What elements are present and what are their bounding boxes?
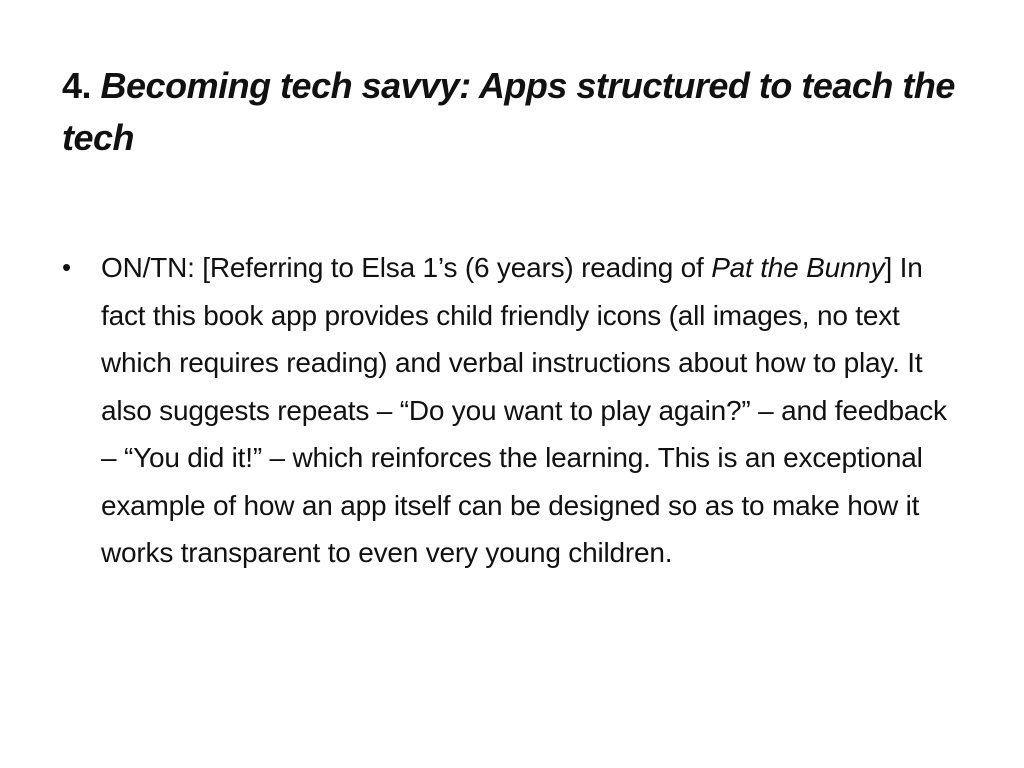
slide-title (62, 60, 962, 164)
list-item (62, 244, 962, 577)
title-number: 4. (62, 65, 101, 106)
bullet-text-part2: ] In fact this book app provides child friendly icons (all images, no text which requires reading) and verbal instructions about how to play. It also suggests repeats – “Do you want to play again?” – and feedback – “You did it!” – which reinforces the learning. This is an exceptional example of how an app itself can be designed so as to make how it works transparent to even very young children. (101, 252, 947, 568)
book-title: Pat the Bunny (711, 252, 885, 283)
bullet-list (62, 244, 962, 577)
title-text: Becoming tech savvy: Apps structured to teach the tech (62, 65, 955, 158)
bullet-text-part1: ON/TN: [Referring to Elsa 1’s (6 years) reading of (101, 252, 712, 283)
bullet-icon: • (62, 252, 71, 282)
